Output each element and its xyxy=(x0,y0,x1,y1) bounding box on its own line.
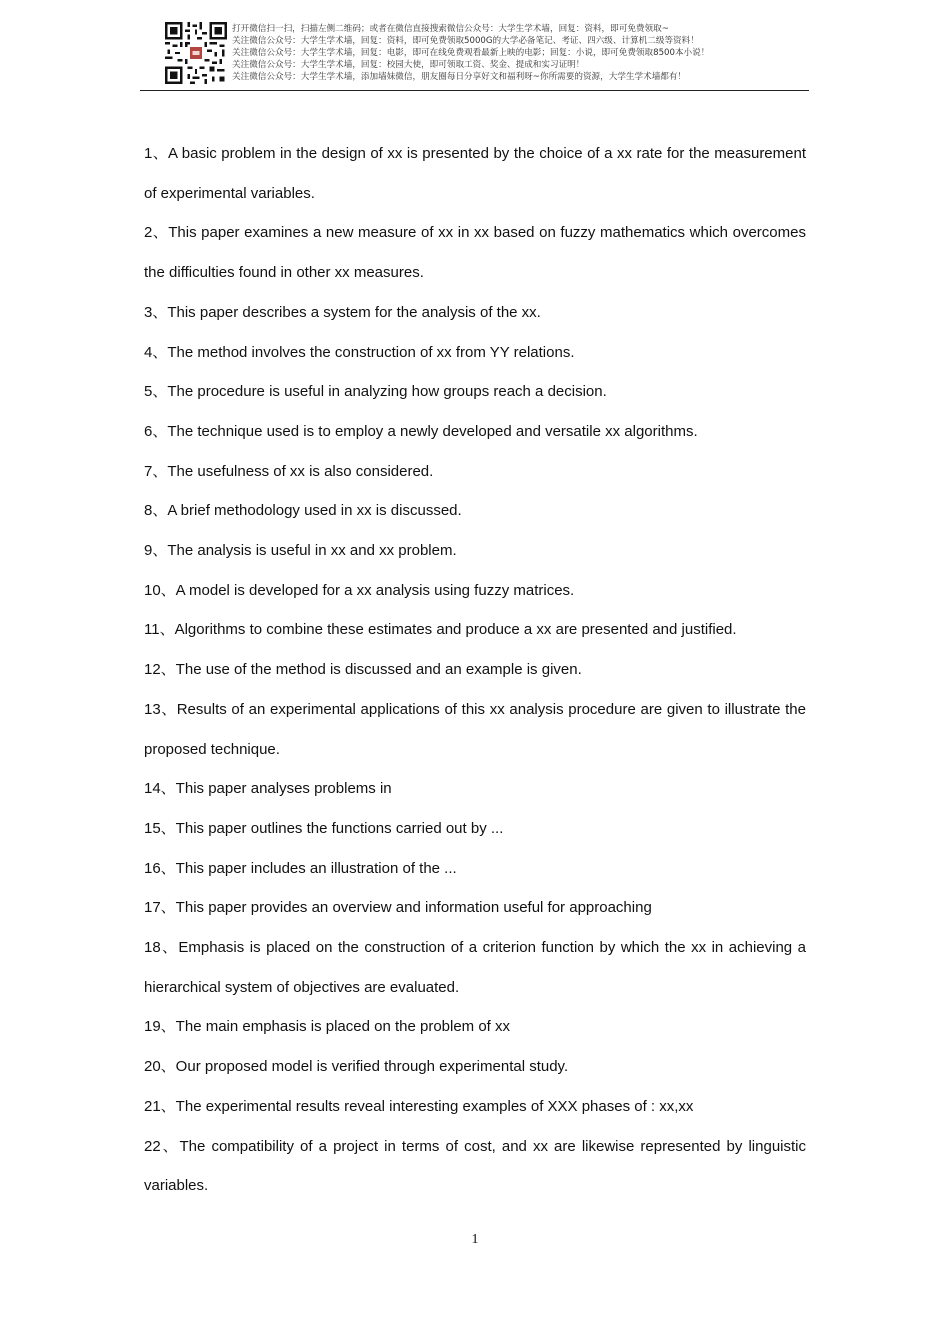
header-line: 关注微信公众号：大学生学术墙，添加墙妹微信，朋友圈每日分享好文和福利呀~你所需要的资源，大学生学术墙都有！ xyxy=(232,72,687,82)
list-item: 13、Results of an experimental applications of this xx analysis procedure are given to illustrate the proposed technique. xyxy=(144,700,806,758)
header-line: 关注微信公众号：大学生学术墙，回复：校园大使，即可领取工资、奖金、提成和实习证明！ xyxy=(232,60,585,70)
list-item: 8、A brief methodology used in xx is discussed. xyxy=(144,502,462,520)
list-item: 21、The experimental results reveal interesting examples of XXX phases of : xx,xx xyxy=(144,1097,694,1115)
header-line: 打开微信扫一扫，扫描左侧二维码；或者在微信直接搜索微信公众号：大学生学术墙，回复：资料，即可免费领取~ xyxy=(232,24,669,34)
header-text-block xyxy=(232,23,807,83)
list-item: 3、This paper describes a system for the analysis of the xx. xyxy=(144,303,541,321)
list-item: 17、This paper provides an overview and information useful for approaching xyxy=(144,899,652,917)
page-number: 1 xyxy=(471,1232,479,1247)
list-item: 19、The main emphasis is placed on the problem of xx xyxy=(144,1018,511,1036)
header-divider xyxy=(140,90,809,91)
list-item: 14、This paper analyses problems in xyxy=(144,780,392,798)
list-item: 6、The technique used is to employ a newly developed and versatile xx algorithms. xyxy=(144,422,698,440)
list-item: 7、The usefulness of xx is also considered. xyxy=(144,462,434,480)
header-line: 关注微信公众号：大学生学术墙，回复：电影，即可在线免费观看最新上映的电影；回复：小说，即可免费领取8500本小说！ xyxy=(232,48,710,58)
page-header xyxy=(165,20,810,86)
sentence-list xyxy=(144,134,806,1206)
list-item: 10、A model is developed for a xx analysis using fuzzy matrices. xyxy=(144,581,575,599)
list-item: 1、A basic problem in the design of xx is presented by the choice of a xx rate for the measurement of experimental variables. xyxy=(144,145,806,202)
list-item: 4、The method involves the construction of xx from YY relations. xyxy=(144,343,575,361)
list-item: 9、The analysis is useful in xx and xx problem. xyxy=(144,542,457,560)
qr-code-icon xyxy=(165,22,227,84)
list-item: 16、This paper includes an illustration of the ... xyxy=(144,859,457,877)
list-item: 12、The use of the method is discussed and an example is given. xyxy=(144,661,582,679)
list-item: 15、This paper outlines the functions carried out by ... xyxy=(144,819,504,837)
list-item: 22、The compatibility of a project in terms of cost, and xx are likewise represented by linguistic variables. xyxy=(144,1137,806,1195)
list-item: 20、Our proposed model is verified through experimental study. xyxy=(144,1058,569,1076)
list-item: 5、The procedure is useful in analyzing how groups reach a decision. xyxy=(144,383,607,401)
list-item: 2、This paper examines a new measure of xx in xx based on fuzzy mathematics which overcomes the difficulties found in other xx measures. xyxy=(144,224,806,282)
header-line: 关注微信公众号：大学生学术墙，回复：资料，即可免费领取5000G的大学必备笔记、考证、四六级、计算机二级等资料！ xyxy=(232,36,699,46)
list-item: 11、Algorithms to combine these estimates and produce a xx are presented and justified. xyxy=(144,621,737,639)
list-item: 18、Emphasis is placed on the construction of a criterion function by which the xx in achieving a hierarchical system of objectives are evaluated. xyxy=(144,939,806,996)
